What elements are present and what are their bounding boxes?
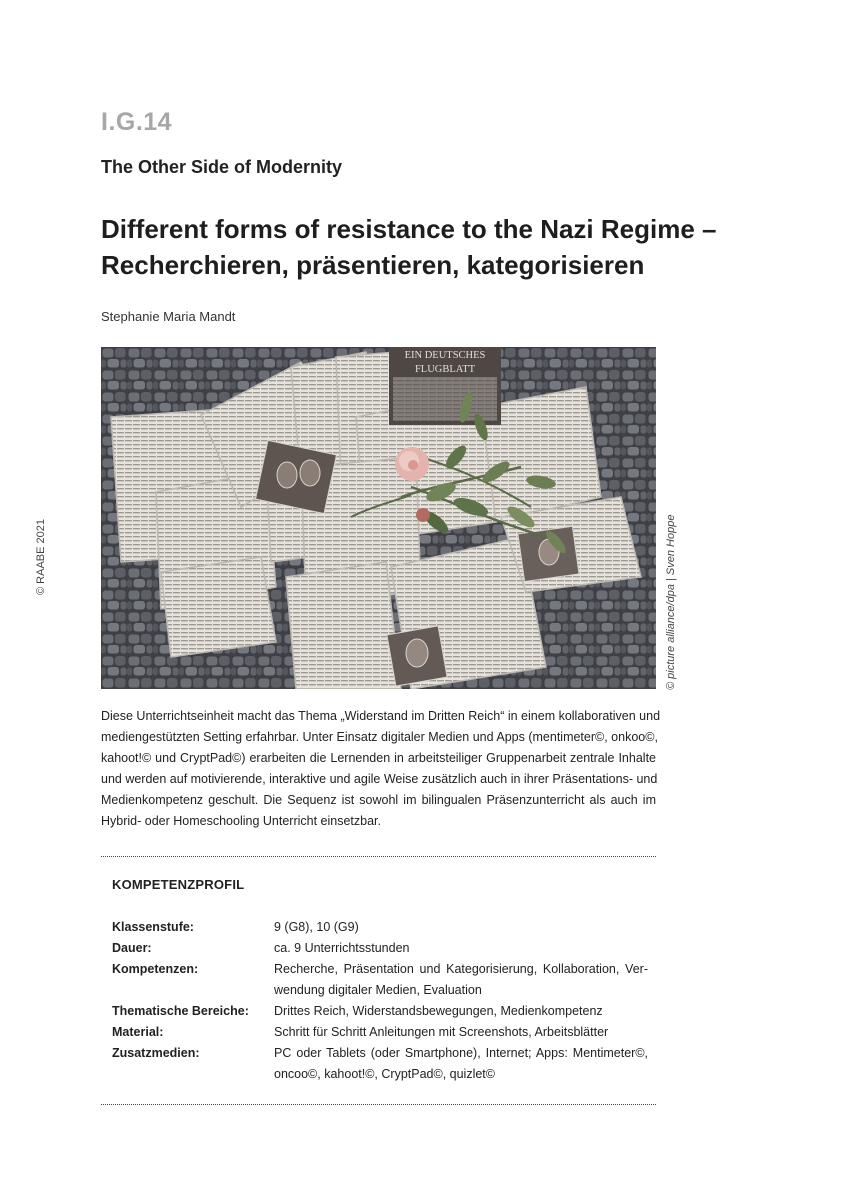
leaflet-headline-2: FLUGBLATT [414,364,476,375]
profile-value [274,1001,648,1022]
intro-line: und werden auf motivierende, interaktive und agile Weise zusätzlich auch in ihrer Präsentations- und [101,772,658,786]
profile-row [112,917,648,938]
profile-label: Dauer: [112,941,152,955]
title-line-1: Different forms of resistance to the Nazi Regime – [101,214,717,244]
profile-row [112,938,648,959]
profile-value [274,1043,648,1085]
profile-value-line: 9 (G8), 10 (G9) [274,920,359,934]
leaflet-headline-panel [389,347,501,425]
intro-line: Medienkompetenz geschult. Die Sequenz ist sowohl im bilingualen Präsenzunterricht als auch im [101,793,656,807]
profile-row [112,1022,648,1043]
intro-line: mediengestützten Setting erfahrbar. Unter Einsatz digitaler Medien und Apps (mentimeter©, onkoo©, [101,730,658,744]
profile-value-line: oncoo©, kahoot!©, CryptPad©, quizlet© [274,1067,495,1081]
profile-value-line: ca. 9 Unterrichtsstunden [274,941,410,955]
profile-row [112,1043,648,1085]
intro-line: Hybrid- oder Homeschooling Unterricht einsetzbar. [101,814,381,828]
intro-line: kahoot!© und CryptPad©) erarbeiten die Lernenden in arbeitsteiliger Gruppenarbeit zentrale Inhalte [101,751,656,765]
leaflet-headline-1: EIN DEUTSCHES [404,350,486,361]
profile-value-line: Recherche, Präsentation und Kategorisierung, Kollaboration, Ver- [274,962,648,976]
profile-label: Material: [112,1025,164,1039]
profile-label: Klassenstufe: [112,920,194,934]
copyright-notice: © RAABE 2021 [35,519,47,595]
memorial-leaflets-photo [101,347,656,689]
competence-profile-heading: KOMPETENZPROFIL [112,877,245,892]
profile-value [274,938,648,959]
profile-row [112,959,648,1001]
profile-label: Kompetenzen: [112,962,199,976]
profile-value-line: PC oder Tablets (oder Smartphone), Internet; Apps: Mentimeter©, [274,1046,648,1060]
author-name: Stephanie Maria Mandt [101,309,236,324]
intro-line: Diese Unterrichtseinheit macht das Thema „Widerstand im Dritten Reich“ in einem kollaborativen und [101,709,661,723]
series-title: The Other Side of Modernity [101,157,343,177]
profile-value-line: wendung digitaler Medien, Evaluation [274,983,482,997]
intro-paragraph [101,706,661,832]
page-title [101,211,717,283]
profile-label: Thematische Bereiche: [112,1004,249,1018]
profile-value-line: Schritt für Schritt Anleitungen mit Screenshots, Arbeitsblätter [274,1025,609,1039]
unit-code: I.G.14 [101,108,173,136]
dotted-divider-top [101,856,656,857]
dotted-divider-bottom [101,1104,656,1105]
profile-value [274,1022,648,1043]
profile-value [274,959,648,1001]
title-line-2: Recherchieren, präsentieren, kategorisieren [101,250,645,280]
profile-row [112,1001,648,1022]
profile-value-line: Drittes Reich, Widerstandsbewegungen, Medienkompetenz [274,1004,603,1018]
photo-credit: © picture alliance/dpa | Sven Hoppe [665,514,677,690]
profile-value [274,917,648,938]
competence-profile-table [112,917,648,1085]
profile-label: Zusatzmedien: [112,1046,200,1060]
